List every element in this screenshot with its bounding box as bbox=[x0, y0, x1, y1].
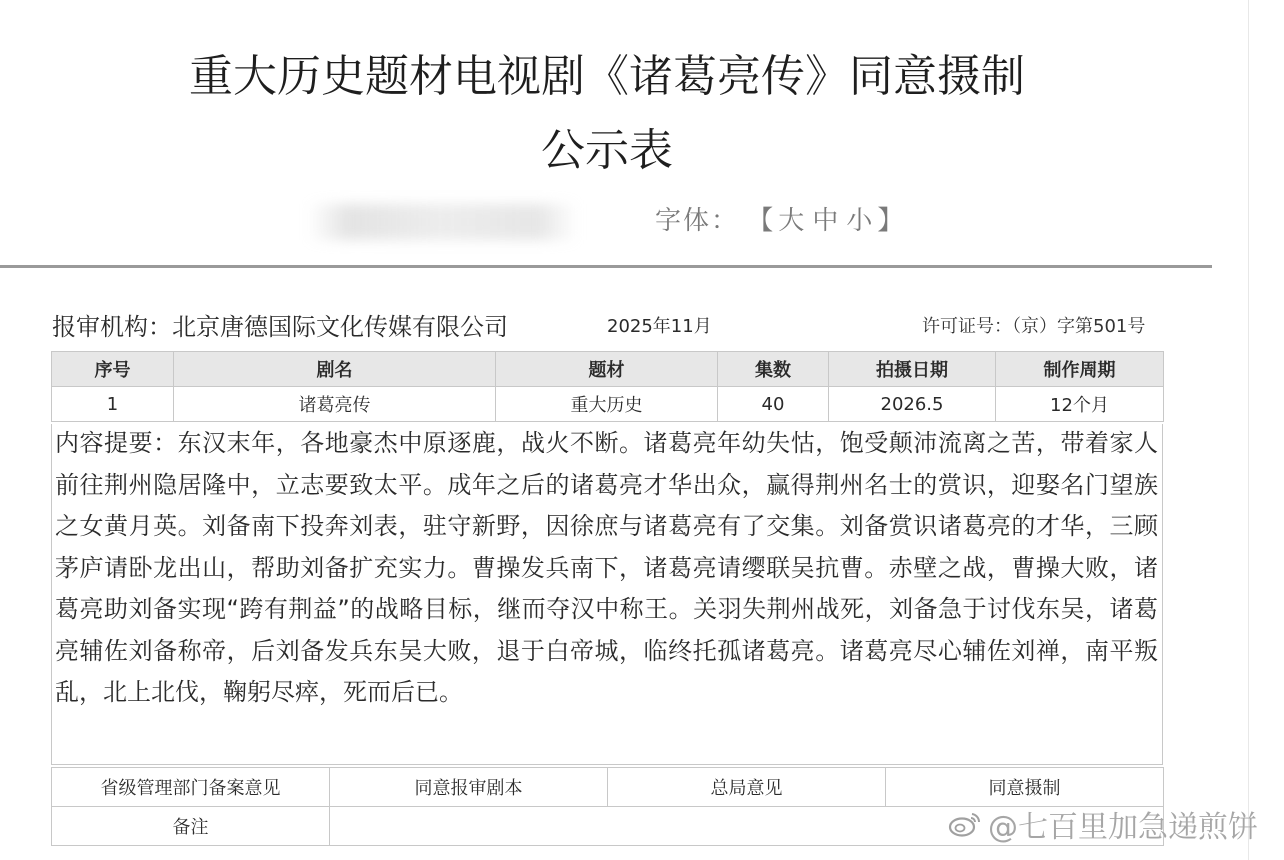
font-size-medium-button[interactable]: 中 bbox=[812, 206, 841, 236]
submission-date: 2025年11月 bbox=[607, 316, 712, 337]
provincial-opinion-value: 同意报审剧本 bbox=[330, 768, 608, 807]
page-title: 重大历史题材电视剧《诸葛亮传》同意摄制 bbox=[189, 51, 1025, 102]
open-bracket: 【 bbox=[747, 206, 776, 236]
page-edge-line bbox=[1248, 0, 1249, 860]
header-episodes: 集数 bbox=[718, 352, 829, 387]
org-label: 报审机构： bbox=[52, 313, 172, 341]
header-genre: 题材 bbox=[496, 352, 718, 387]
summary-label: 内容提要： bbox=[55, 429, 178, 457]
drama-info-table bbox=[51, 351, 1164, 422]
page-subtitle: 公示表 bbox=[541, 125, 673, 176]
submitting-organization bbox=[52, 310, 508, 344]
table-header-row bbox=[52, 352, 1164, 387]
header-divider bbox=[0, 265, 1212, 268]
license-value: （京）字第501号 bbox=[1012, 316, 1146, 337]
bureau-opinion-label: 总局意见 bbox=[608, 768, 886, 807]
license-label: 许可证号： bbox=[922, 316, 1012, 337]
font-size-large-button[interactable]: 大 bbox=[778, 206, 807, 236]
content-summary bbox=[51, 424, 1163, 765]
weibo-icon bbox=[948, 809, 982, 849]
summary-text: 东汉末年，各地豪杰中原逐鹿，战火不断。诸葛亮年幼失怙，饱受颠沛流离之苦，带着家人前往荆州隐居隆中，立志要致太平。成年之后的诸葛亮才华出众，赢得荆州名士的赏识，迎娶名门望族之女黄月英。刘备南下投奔刘表，驻守新野，因徐庶与诸葛亮有了交集。刘备赏识诸葛亮的才华，三顾茅庐请卧龙出山，帮助刘备扩充实力。曹操发兵南下，诸葛亮请缨联吴抗曹。赤壁之战，曹操大败，诸葛亮助刘备实现“跨有荆益”的战略目标，继而夺汉中称王。关羽失荆州战死，刘备急于讨伐东吴，诸葛亮辅佐刘备称帝，后刘备发兵东吴大败，退于白帝城，临终托孤诸葛亮。诸葛亮尽心辅佐刘禅，南平叛乱，北上北伐，鞠躬尽瘁，死而后已。 bbox=[55, 429, 1159, 706]
header-drama-name: 剧名 bbox=[174, 352, 496, 387]
cell-genre: 重大历史 bbox=[496, 387, 718, 422]
cell-drama-name: 诸葛亮传 bbox=[174, 387, 496, 422]
remarks-label: 备注 bbox=[52, 807, 330, 846]
close-bracket: 】 bbox=[877, 206, 906, 236]
font-size-selector bbox=[655, 203, 905, 239]
provincial-opinion-label: 省级管理部门备案意见 bbox=[52, 768, 330, 807]
table-row bbox=[52, 387, 1164, 422]
cell-production-cycle: 12个月 bbox=[996, 387, 1164, 422]
header-production-cycle: 制作周期 bbox=[996, 352, 1164, 387]
blurred-source-info bbox=[308, 204, 578, 240]
watermark bbox=[948, 808, 1258, 849]
cell-serial: 1 bbox=[52, 387, 174, 422]
cell-episodes: 40 bbox=[718, 387, 829, 422]
font-size-small-button[interactable]: 小 bbox=[846, 206, 875, 236]
bureau-opinion-value: 同意摄制 bbox=[886, 768, 1164, 807]
cell-shooting-date: 2026.5 bbox=[829, 387, 996, 422]
header-shooting-date: 拍摄日期 bbox=[829, 352, 996, 387]
license-number bbox=[922, 310, 1145, 344]
font-size-label: 字体： bbox=[655, 206, 740, 236]
header-serial: 序号 bbox=[52, 352, 174, 387]
approval-row bbox=[52, 768, 1164, 807]
org-name: 北京唐德国际文化传媒有限公司 bbox=[172, 313, 508, 341]
watermark-text: @七百里加急递煎饼 bbox=[988, 810, 1258, 845]
